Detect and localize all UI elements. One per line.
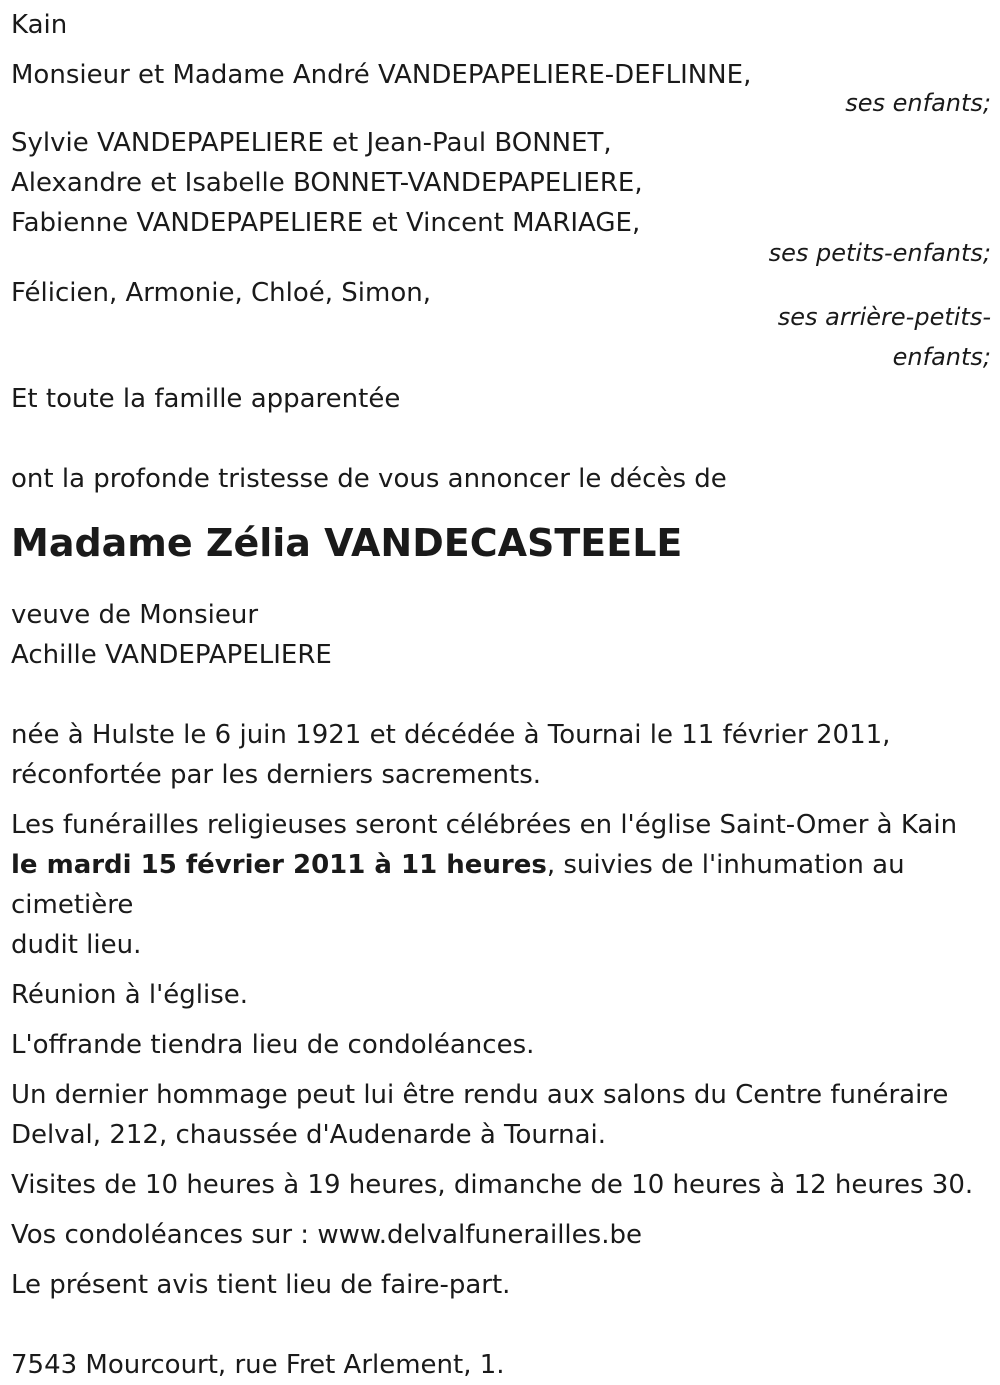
relatives: Et toute la famille apparentée: [11, 384, 401, 414]
funeral-date: le mardi 15 février 2011 à 11 heures: [11, 850, 547, 880]
condolences: Vos condoléances sur : www.delvalfunerailles.be: [11, 1220, 642, 1250]
meeting: Réunion à l'église.: [11, 980, 249, 1010]
great-grandchildren-role-1: ses arrière-petits-: [777, 303, 991, 331]
tribute-line-2: Delval, 212, chaussée d'Audenarde à Tournai.: [11, 1120, 607, 1150]
visits: Visites de 10 heures à 19 heures, dimanche de 10 heures à 12 heures 30.: [11, 1170, 974, 1200]
grandchildren-1: Sylvie VANDEPAPELIERE et Jean-Paul BONNET,: [11, 128, 612, 158]
birth-death-line-1: née à Hulste le 6 juin 1921 et décédée à Tournai le 11 février 2011,: [11, 720, 891, 750]
children-names: Monsieur et Madame André VANDEPAPELIERE-DEFLINNE,: [11, 60, 752, 90]
widow-line-1: veuve de Monsieur: [11, 600, 259, 630]
funeral-line-1: Les funérailles religieuses seront célébrées en l'église Saint-Omer à Kain: [11, 810, 958, 840]
place: Kain: [11, 10, 68, 40]
funeral-line-2-rest: , suivies de l'inhumation au cimetière: [11, 850, 905, 920]
grandchildren-role: ses petits-enfants;: [768, 239, 991, 267]
announcement: ont la profonde tristesse de vous annoncer le décès de: [11, 464, 727, 494]
grandchildren-2: Alexandre et Isabelle BONNET-VANDEPAPELIERE,: [11, 168, 643, 198]
funeral-line-3: dudit lieu.: [11, 930, 142, 960]
address: 7543 Mourcourt, rue Fret Arlement, 1.: [11, 1350, 505, 1380]
children-role: ses enfants;: [845, 89, 991, 117]
great-grandchildren-role-2: enfants;: [892, 343, 991, 371]
notice: Le présent avis tient lieu de faire-part.: [11, 1270, 511, 1300]
birth-death-line-2: réconfortée par les derniers sacrements.: [11, 760, 542, 790]
grandchildren-3: Fabienne VANDEPAPELIERE et Vincent MARIAGE,: [11, 208, 641, 238]
deceased-name: Madame Zélia VANDECASTEELE: [11, 521, 683, 565]
widow-line-2: Achille VANDEPAPELIERE: [11, 640, 332, 670]
great-grandchildren-names: Félicien, Armonie, Chloé, Simon,: [11, 278, 431, 308]
tribute-line-1: Un dernier hommage peut lui être rendu aux salons du Centre funéraire: [11, 1080, 949, 1110]
offering: L'offrande tiendra lieu de condoléances.: [11, 1030, 535, 1060]
funeral-line-2: [11, 845, 991, 925]
death-notice: [11, 5, 991, 1385]
